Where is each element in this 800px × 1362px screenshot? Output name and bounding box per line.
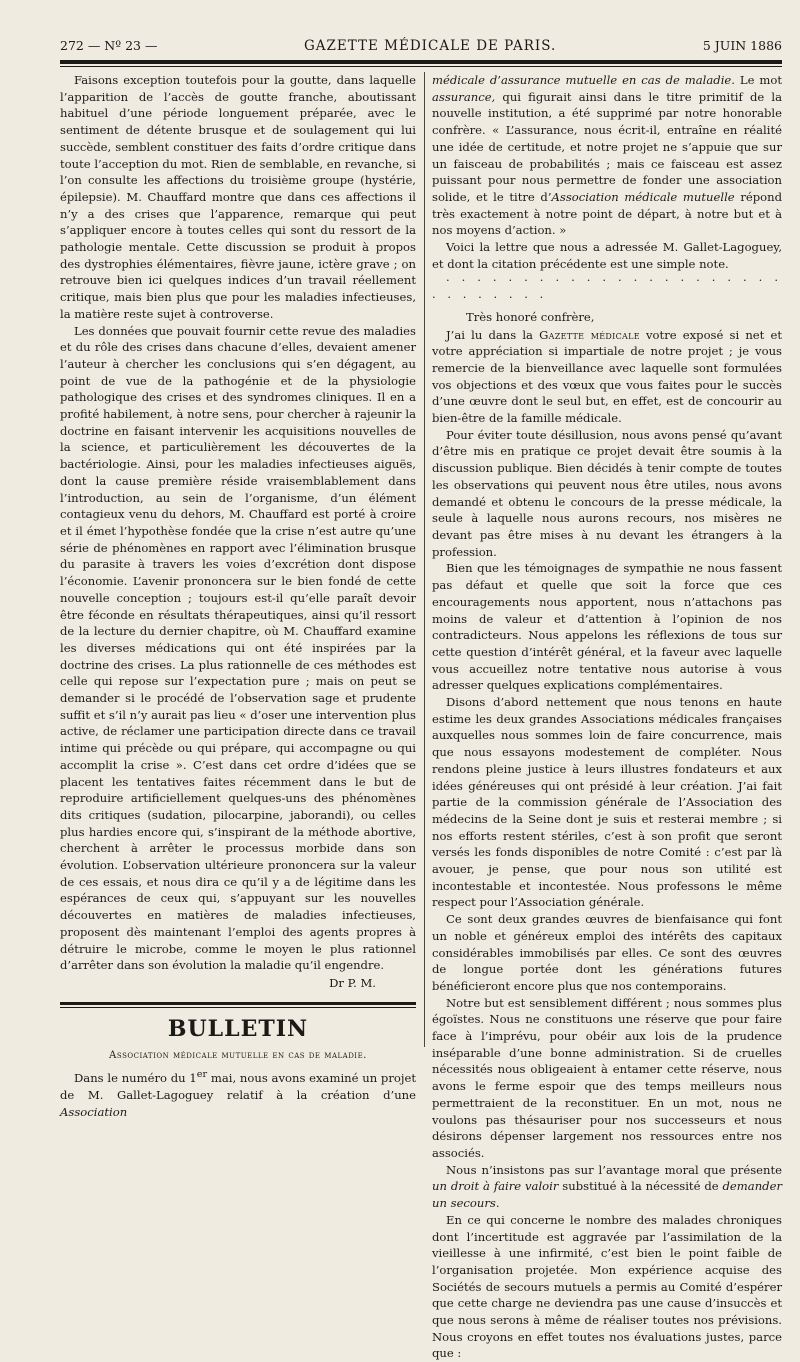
section-title: BULLETIN bbox=[167, 1015, 309, 1042]
page-header bbox=[60, 38, 782, 58]
issue-date: 5 JUIN 1886 bbox=[702, 38, 782, 53]
left-column bbox=[60, 72, 416, 1120]
paragraph: Dans le numéro du 1er mai, nous avons examiné un projet de M. Gallet-Lagoguey relatif à la création d’une Association bbox=[60, 1069, 416, 1119]
section-divider bbox=[60, 1002, 416, 1008]
paragraph: médicale d’assurance mutuelle en cas de maladie. Le mot assurance, qui figurait ainsi dans le titre primitif de la nouvelle institution, a été supprimé par notre honorable confrère. « L’assurance, nous écrit-il, entraîne en réalité une idée de certitude, et notre projet ne s’appuie que sur un faisceau de probabilités ; mais ce faisceau est assez puissant pour nous permettre de fonder une association solide, et le titre d’Association médicale mutuelle répond très exactement à notre point de départ, à notre but et à nos moyens d’action. » bbox=[432, 73, 783, 238]
header-rule-thick bbox=[60, 60, 782, 64]
paragraph: Faisons exception toutefois pour la goutte, dans laquelle l’apparition de l’accès de goutte franche, aboutissant habituel d’une période longuement préparée, avec le sentiment de détente brusque et de soulagement qui lui succède, semblent constituer des faits d’ordre critique dans toute l’acception du mot. Rien de semblable, en revanche, si l’on consulte les affections du troisième groupe (hystérie, épilepsie). M. Chauffard montre que dans ces affections il n’y a des crises que l’apparence, remarque qui peut s’appliquer encore à toutes celles qui sont du ressort de la pathologie mentale. Cette discussion se produit à propos des dystrophies élémentaires, fièvre jaune, ictère grave ; on retrouve bien ici quelques indices d’un travail réellement critique, mais bien plus que pour les maladies infectieuses, la matière reste sujet à controverse. bbox=[60, 73, 416, 321]
paragraph: Voici la lettre que nous a adressée M. Gallet-Lagoguey, et dont la citation précédente est une simple note. bbox=[432, 240, 782, 271]
paragraph: Notre but est sensiblement différent ; nous sommes plus égoïstes. Nous ne constituons une réserve que pour faire face à l’imprévu, pour obéir aux lois de la prudence inséparable d’une bonne administration. Si de cruelles nécessités nous obligeaient à entamer cette réserve, nous avons le ferme espoir que des temps meilleurs nous permettraient de la reconstituer. En un mot, nous ne voulons pas thésauriser pour nos successeurs et nous désirons dépenser largement nos ressources entre nos associés. bbox=[432, 995, 782, 1160]
paragraph: Les données que pouvait fournir cette revue des maladies et du rôle des crises dans chacune d’elles, devaient amener l’auteur à chercher les conclusions qui s’en dégagent, au point de vue de la pathogénie et de la physiologie pathologique des crises et des syndromes cliniques. Il en a profité habilement, à notre sens, pour chercher à rajeunir la doctrine en faisant intervenir les acquisitions nouvelles de la science, et particulièrement les découvertes de la bactériologie. Ainsi, pour les maladies infectieuses aiguës, dont la cause première réside vraisemblablement dans l’introduction, au sein de l’organisme, d’un élément contagieux venu du dehors, M. Chauffard est porté à croire et il émet l’hypothèse fondée que la crise n’est autre qu’une série de phénomènes en rapport avec l’élimination brusque du parasite à travers les voies d’excrétion dont dispose l’économie. L’avenir prononcera sur le bien fondé de cette nouvelle conception ; toujours est-il qu’elle paraît devoir être féconde en résultats thérapeutiques, ainsi qu’il ressort de la lecture du dernier chapitre, où M. Chauffard examine les diverses médications qui ont été inspirées par la doctrine des crises. La plus rationnelle de ces méthodes est celle qui repose sur l’expectation pure ; mais on peut se demander si le procédé de l’observation sage et prudente suffit et s’il n’y aurait pas lieu « d’oser une intervention plus active, de réclamer une participation directe dans ce travail intime qui précède ou qui prépare, qui accompagne ou qui accomplit la crise ». C’est dans cet ordre d’idées que se placent les tentatives faites récemment dans le but de reproduire artificiellement quelques-uns des phénomènes dits critiques (sudation, pilocarpine, jaborandi), ou celles plus hardies encore qui, s’inspirant de la méthode abortive, cherchent à arrêter le processus morbide dans son évolution. L’observation ultérieure prononcera sur la valeur de ces essais, et nous dira ce qu’il y a de légitime dans les espérances de ceux qui, s’appuyant sur les nouvelles découvertes en matières de maladies infectieuses, proposent dès maintenant l’emploi des agents propres à détruire le microbe, comme le moyen le plus rationnel d’arrêter dans son évolution la maladie qu’il engendre. bbox=[60, 323, 416, 973]
paragraph: Disons d’abord nettement que nous tenons en haute estime les deux grandes Associations médicales françaises auxquelles nous sommes loin de faire concurrence, mais que nous essayons modestement de compléter. Nous rendons pleine justice à leurs illustres fondateurs et aux idées généreuses qui ont présidé à leur création. J’ai fait partie de la commission générale de l’Association des médecins de la Seine dont je suis et resterai membre ; si nos efforts restent stériles, c’est à son profit que seront versés les fonds disponibles de notre Comité : c’est par là avouer, je pense, que pour nous son utilité est incontestable et incontestée. Nous professons le même respect pour l’Association générale. bbox=[432, 695, 782, 910]
masthead: GAZETTE MÉDICALE DE PARIS. bbox=[304, 38, 557, 54]
paragraph: Pour éviter toute désillusion, nous avons pensé qu’avant d’être mis en pratique ce projet devait être soumis à la discussion publique. Bien décidés à tenir compte de toutes les observations qui peuvent nous être utiles, nous avons demandé et obtenu le concours de la presse médicale, la seule à laquelle nous aurons recours, nos misères ne devant pas être mises à nu devant les étrangers à la profession. bbox=[432, 427, 782, 559]
paragraph: En ce qui concerne le nombre des malades chroniques dont l’incertitude est aggravée par l’assimilation de la vieillesse à une infirmité, c’est bien le point faible de l’organisation projetée. Mon expérience acquise des Sociétés de secours mutuels a permis au Comité d’espérer que cette charge ne deviendra pas une cause d’insuccès et que nous serons à même de réaliser toutes nos prévisions. Nous croyons en effet toutes nos évaluations justes, parce que : bbox=[432, 1212, 782, 1361]
paragraph: Nous n’insistons pas sur l’avantage moral que présente un droit à faire valoir substitué à la nécessité de demander un secours. bbox=[432, 1162, 782, 1211]
salutation: Très honoré confrère, bbox=[466, 309, 595, 324]
paragraph: Bien que les témoignages de sympathie ne nous fassent pas défaut et quelle que soit la force que ces encouragements nous apportent, nous n’attachons pas moins de valeur et d’attention à l’opinion de nos contradicteurs. Nous appelons les réflexions de tous sur cette question d’intérêt général, et la faveur avec laquelle vous accueillez notre tentative nous autorise à vous adresser quelques explications complémentaires. bbox=[432, 561, 782, 693]
right-column bbox=[432, 72, 782, 1362]
column-separator bbox=[424, 72, 425, 1047]
paragraph: J’ai lu dans la Gazette médicale votre exposé si net et votre appréciation si impartiale de notre projet ; je vous remercie de la bienveillance avec laquelle sont formulées vos objections et des vœux que vous faites pour le succès d’une œuvre dont le seul but, en effet, est de concourir au bien-être de la famille médicale. bbox=[432, 327, 782, 426]
header-rule-thin bbox=[60, 66, 782, 67]
ellipsis-line: · · · · · · · · · · · · · · · · · · · · · · · · · · · · · · bbox=[432, 273, 782, 305]
page-number: 272 — Nº 23 — bbox=[60, 38, 158, 53]
paragraph: Ce sont deux grandes œuvres de bienfaisance qui font un noble et généreux emploi des intérêts des capitaux considérables immobilisés par elles. Ce sont des œuvres de longue portée dont les générations futures bénéficieront encore plus que nos contemporains. bbox=[432, 912, 782, 993]
author-signature: Dr P. M. bbox=[329, 975, 376, 990]
article-heading: Association médicale mutuelle en cas de maladie. bbox=[109, 1049, 367, 1061]
